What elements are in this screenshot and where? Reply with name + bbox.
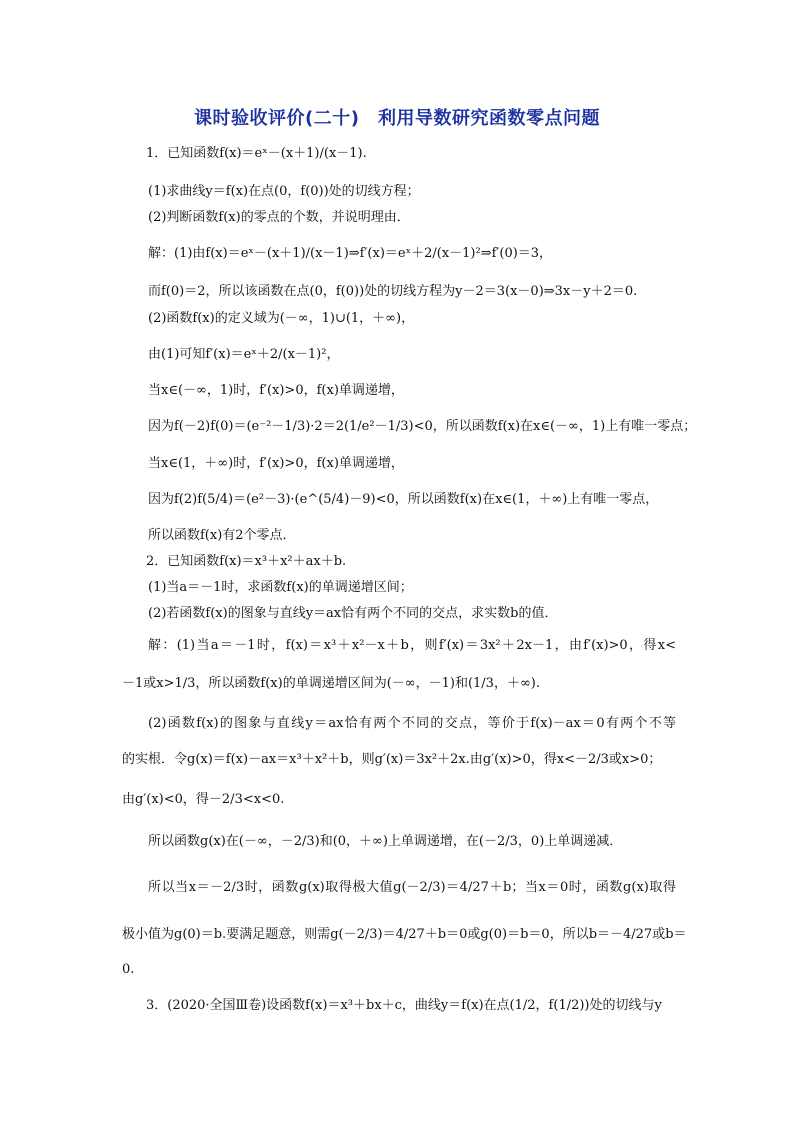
- problem-3-statement: 3．(2020·全国Ⅲ卷)设函数f(x)＝x³＋bx＋c，曲线y＝f(x)在点(1/2，f(1/2))处的切线与y: [146, 998, 662, 1013]
- solution-1-line: 因为f(－2)f(0)＝(e⁻²－1/3)·2＝2(1/e²－1/3)<0，所以函数f(x)在x∈(－∞，1)上有唯一零点；: [148, 419, 697, 434]
- solution-2-line: 的实根．令g(x)＝f(x)－ax＝x³＋x²＋b，则g′(x)＝3x²＋2x.由g′(x)>0，得x<－2/3或x>0；: [122, 752, 662, 767]
- solution-1-line: 由(1)可知f′(x)＝eˣ＋2/(x－1)²，: [148, 347, 340, 362]
- solution-1-conclusion: 所以函数f(x)有2个零点．: [148, 528, 296, 543]
- solution-2-line: －1或x>1/3，所以函数f(x)的单调递增区间为(－∞，－1)和(1/3，＋∞).: [122, 676, 540, 691]
- page-title: 课时验收评价(二十) 利用导数研究函数零点问题: [194, 108, 600, 129]
- problem-1-statement: 1．已知函数f(x)＝eˣ－(x＋1)/(x－1).: [146, 146, 367, 161]
- solution-2-line: 解：(1)当a＝－1时，f(x)＝x³＋x²－x＋b，则f′(x)＝3x²＋2x－1，由f′(x)>0，得x<: [148, 638, 676, 653]
- solution-2-line: 极小值为g(0)＝b.要满足题意，则需g(－2/3)＝4/27＋b＝0或g(0)＝b＝0，所以b＝－4/27或b＝: [122, 927, 687, 942]
- problem-2-part-2: (2)若函数f(x)的图象与直线y＝ax恰有两个不同的交点，求实数b的值．: [148, 606, 558, 621]
- solution-2-line: 所以函数g(x)在(－∞，－2/3)和(0，＋∞)上单调递增，在(－2/3，0)上单调递减．: [148, 834, 623, 849]
- solution-1-line: 当x∈(－∞，1)时，f′(x)>0，f(x)单调递增，: [148, 383, 404, 398]
- solution-2-conclusion: 0.: [122, 962, 135, 977]
- solution-2-line: (2)函数f(x)的图象与直线y＝ax恰有两个不同的交点，等价于f(x)－ax＝0有两个不等: [148, 716, 676, 731]
- solution-1-line: 解：(1)由f(x)＝eˣ－(x＋1)/(x－1)⇒f′(x)＝eˣ＋2/(x－1)²⇒f′(0)＝3，: [148, 246, 553, 261]
- problem-1-part-2: (2)判断函数f(x)的零点的个数，并说明理由．: [148, 210, 410, 225]
- solution-2-line: 由g′(x)<0，得－2/3<x<0.: [122, 792, 285, 807]
- solution-1-line: (2)函数f(x)的定义域为(－∞，1)∪(1，＋∞)，: [148, 311, 415, 326]
- problem-1-part-1: (1)求曲线y＝f(x)在点(0，f(0))处的切线方程；: [148, 184, 420, 199]
- solution-2-line: 所以当x＝－2/3时，函数g(x)取得极大值g(－2/3)＝4/27＋b；当x＝0时，函数g(x)取得: [148, 880, 676, 895]
- solution-1-line: 而f(0)＝2，所以该函数在点(0，f(0))处的切线方程为y－2＝3(x－0)⇒3x－y＋2＝0.: [148, 284, 638, 299]
- solution-1-line: 当x∈(1，＋∞)时，f′(x)>0，f(x)单调递增，: [148, 456, 404, 471]
- problem-2-statement: 2．已知函数f(x)＝x³＋x²＋ax＋b.: [146, 554, 347, 569]
- solution-1-line: 因为f(2)f(5/4)＝(e²－3)·(e^(5/4)－9)<0，所以函数f(x)在x∈(1，＋∞)上有唯一零点，: [148, 492, 659, 507]
- problem-2-part-1: (1)当a＝－1时，求函数f(x)的单调递增区间；: [148, 580, 413, 595]
